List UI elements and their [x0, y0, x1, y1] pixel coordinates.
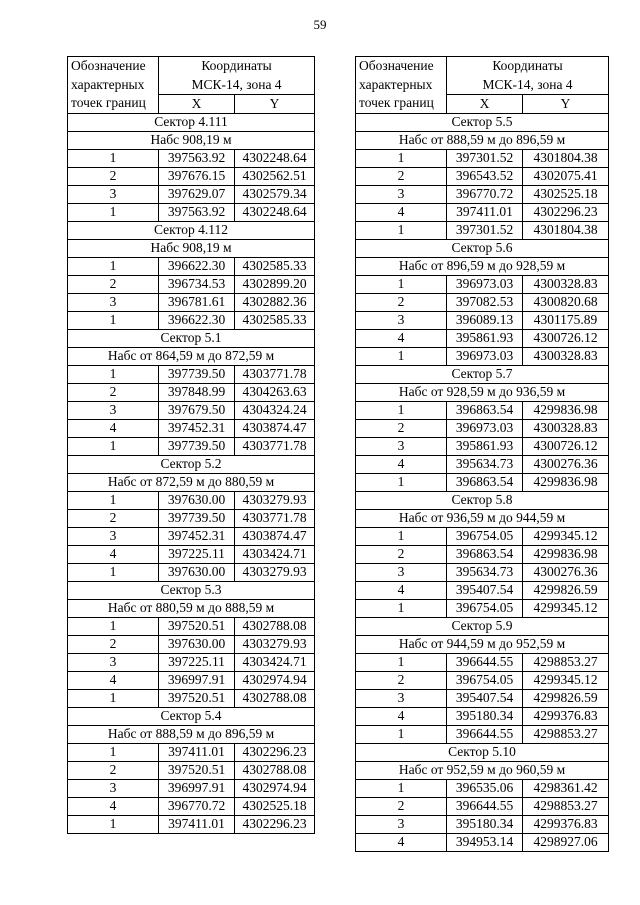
designation-line: точек границ — [71, 95, 146, 110]
table-row — [68, 275, 315, 293]
y-header: Y — [523, 95, 609, 113]
table-row — [68, 797, 315, 815]
table-row — [356, 581, 609, 599]
x-coordinate: 396973.03 — [447, 275, 523, 293]
y-coordinate: 4300820.68 — [523, 293, 609, 311]
y-coordinate: 4299345.12 — [523, 527, 609, 545]
table-row — [356, 311, 609, 329]
point-number: 3 — [356, 311, 447, 329]
x-coordinate: 397563.92 — [159, 149, 235, 167]
table-row — [68, 167, 315, 185]
sector-height: Набс от 880,59 м до 888,59 м — [68, 599, 315, 617]
point-number: 3 — [356, 815, 447, 833]
x-coordinate: 397452.31 — [159, 527, 235, 545]
y-coordinate: 4298927.06 — [523, 833, 609, 851]
table-row — [68, 509, 315, 527]
point-number: 3 — [68, 779, 159, 797]
y-coordinate: 4302899.20 — [235, 275, 315, 293]
coords-header — [159, 57, 315, 95]
x-header: X — [447, 95, 523, 113]
point-number: 3 — [68, 527, 159, 545]
x-coordinate: 396863.54 — [447, 545, 523, 563]
sector-title: Сектор 4.111 — [68, 113, 315, 131]
sector-title: Сектор 5.5 — [356, 113, 609, 131]
table-row — [68, 437, 315, 455]
y-coordinate: 4304324.24 — [235, 401, 315, 419]
table-row — [356, 599, 609, 617]
x-coordinate: 396863.54 — [447, 473, 523, 491]
sector-title: Сектор 5.4 — [68, 707, 315, 725]
designation-line: Обозначение — [71, 58, 146, 73]
table-row — [356, 779, 609, 797]
x-coordinate: 396644.55 — [447, 653, 523, 671]
x-coordinate: 397411.01 — [159, 743, 235, 761]
point-number: 2 — [68, 761, 159, 779]
table-body — [68, 113, 315, 833]
y-coordinate: 4304263.63 — [235, 383, 315, 401]
table-row — [356, 455, 609, 473]
coords-header — [447, 57, 609, 95]
coords-line: МСК-14, зона 4 — [191, 76, 282, 92]
x-coordinate: 396973.03 — [447, 347, 523, 365]
point-number: 1 — [356, 221, 447, 239]
point-number: 1 — [356, 347, 447, 365]
coords-line: Координаты — [201, 58, 272, 74]
x-coordinate: 395407.54 — [447, 581, 523, 599]
y-coordinate: 4298853.27 — [523, 653, 609, 671]
sector-title: Сектор 5.7 — [356, 365, 609, 383]
point-number: 4 — [356, 707, 447, 725]
table-row — [356, 797, 609, 815]
table-row — [356, 563, 609, 581]
sector-height: Набс от 872,59 м до 880,59 м — [68, 473, 315, 491]
y-coordinate: 4301175.89 — [523, 311, 609, 329]
x-coordinate: 397301.52 — [447, 221, 523, 239]
point-number: 1 — [356, 401, 447, 419]
table-row — [68, 311, 315, 329]
point-number: 1 — [356, 473, 447, 491]
coordinates-table-right — [355, 56, 609, 852]
point-number: 3 — [68, 293, 159, 311]
point-number: 1 — [356, 599, 447, 617]
point-number: 2 — [356, 545, 447, 563]
y-coordinate: 4299345.12 — [523, 599, 609, 617]
x-coordinate: 397679.50 — [159, 401, 235, 419]
y-coordinate: 4301804.38 — [523, 149, 609, 167]
y-coordinate: 4299836.98 — [523, 401, 609, 419]
y-coordinate: 4302296.23 — [235, 743, 315, 761]
point-number: 1 — [68, 257, 159, 275]
point-number: 3 — [356, 185, 447, 203]
table-row — [68, 293, 315, 311]
table-row — [68, 689, 315, 707]
designation-line: характерных — [359, 76, 433, 92]
x-coordinate: 396543.52 — [447, 167, 523, 185]
coordinates-table-left — [67, 56, 315, 834]
x-coordinate: 397082.53 — [447, 293, 523, 311]
table-row — [68, 815, 315, 833]
y-coordinate: 4299836.98 — [523, 473, 609, 491]
table-row — [68, 383, 315, 401]
sector-title: Сектор 5.10 — [356, 743, 609, 761]
table-row — [68, 203, 315, 221]
y-coordinate: 4298853.27 — [523, 797, 609, 815]
point-number: 1 — [68, 563, 159, 581]
x-coordinate: 396997.91 — [159, 671, 235, 689]
table-row — [68, 401, 315, 419]
table-row — [356, 293, 609, 311]
x-coordinate: 397629.07 — [159, 185, 235, 203]
x-coordinate: 395861.93 — [447, 437, 523, 455]
table-row — [356, 437, 609, 455]
y-coordinate: 4303771.78 — [235, 437, 315, 455]
y-coordinate: 4300276.36 — [523, 455, 609, 473]
sector-height: Набс от 952,59 м до 960,59 м — [356, 761, 609, 779]
y-coordinate: 4302788.08 — [235, 617, 315, 635]
table-row — [68, 491, 315, 509]
sector-height: Набс 908,19 м — [68, 239, 315, 257]
point-number: 2 — [68, 635, 159, 653]
sector-height: Набс от 896,59 м до 928,59 м — [356, 257, 609, 275]
y-coordinate: 4300328.83 — [523, 347, 609, 365]
x-coordinate: 396754.05 — [447, 599, 523, 617]
y-coordinate: 4299836.98 — [523, 545, 609, 563]
designation-header — [68, 57, 159, 114]
point-number: 1 — [356, 725, 447, 743]
table-row — [68, 563, 315, 581]
x-coordinate: 397630.00 — [159, 563, 235, 581]
point-number: 1 — [68, 365, 159, 383]
y-coordinate: 4303279.93 — [235, 491, 315, 509]
x-coordinate: 396770.72 — [159, 797, 235, 815]
table-row — [356, 221, 609, 239]
sector-title: Сектор 5.3 — [68, 581, 315, 599]
x-coordinate: 397739.50 — [159, 437, 235, 455]
point-number: 2 — [68, 167, 159, 185]
point-number: 1 — [356, 779, 447, 797]
x-coordinate: 396734.53 — [159, 275, 235, 293]
point-number: 4 — [356, 329, 447, 347]
point-number: 2 — [68, 383, 159, 401]
table-row — [356, 149, 609, 167]
point-number: 1 — [68, 815, 159, 833]
y-coordinate: 4303279.93 — [235, 635, 315, 653]
x-coordinate: 396535.06 — [447, 779, 523, 797]
x-coordinate: 397225.11 — [159, 545, 235, 563]
page-number: 59 — [313, 17, 327, 32]
x-coordinate: 395861.93 — [447, 329, 523, 347]
y-coordinate: 4300276.36 — [523, 563, 609, 581]
table-row — [68, 761, 315, 779]
x-coordinate: 397739.50 — [159, 365, 235, 383]
x-coordinate: 396863.54 — [447, 401, 523, 419]
point-number: 4 — [356, 455, 447, 473]
x-coordinate: 395180.34 — [447, 815, 523, 833]
y-coordinate: 4302525.18 — [235, 797, 315, 815]
x-coordinate: 397739.50 — [159, 509, 235, 527]
table-row — [356, 203, 609, 221]
y-coordinate: 4299345.12 — [523, 671, 609, 689]
table-body — [356, 113, 609, 851]
x-coordinate: 397225.11 — [159, 653, 235, 671]
point-number: 3 — [356, 437, 447, 455]
y-coordinate: 4302248.64 — [235, 149, 315, 167]
x-coordinate: 396997.91 — [159, 779, 235, 797]
x-coordinate: 397411.01 — [159, 815, 235, 833]
y-coordinate: 4302579.34 — [235, 185, 315, 203]
x-coordinate: 396754.05 — [447, 671, 523, 689]
point-number: 4 — [68, 797, 159, 815]
table-row — [356, 653, 609, 671]
table-row — [68, 257, 315, 275]
point-number: 1 — [356, 527, 447, 545]
sector-title: Сектор 5.2 — [68, 455, 315, 473]
sector-height: Набс 908,19 м — [68, 131, 315, 149]
y-coordinate: 4303874.47 — [235, 419, 315, 437]
point-number: 2 — [356, 797, 447, 815]
x-coordinate: 395634.73 — [447, 455, 523, 473]
sector-height: Набс от 888,59 м до 896,59 м — [68, 725, 315, 743]
table-row — [68, 653, 315, 671]
x-coordinate: 396644.55 — [447, 797, 523, 815]
x-coordinate: 396644.55 — [447, 725, 523, 743]
point-number: 1 — [68, 743, 159, 761]
point-number: 1 — [356, 149, 447, 167]
x-coordinate: 394953.14 — [447, 833, 523, 851]
point-number: 1 — [68, 689, 159, 707]
y-header: Y — [235, 95, 315, 113]
point-number: 4 — [356, 203, 447, 221]
x-coordinate: 397301.52 — [447, 149, 523, 167]
x-coordinate: 397676.15 — [159, 167, 235, 185]
y-coordinate: 4302296.23 — [523, 203, 609, 221]
y-coordinate: 4299826.59 — [523, 581, 609, 599]
y-coordinate: 4302562.51 — [235, 167, 315, 185]
point-number: 2 — [68, 275, 159, 293]
y-coordinate: 4299376.83 — [523, 707, 609, 725]
x-coordinate: 395180.34 — [447, 707, 523, 725]
point-number: 3 — [356, 563, 447, 581]
designation-line: Обозначение — [359, 58, 434, 73]
x-coordinate: 396781.61 — [159, 293, 235, 311]
x-coordinate: 397520.51 — [159, 617, 235, 635]
sector-title: Сектор 4.112 — [68, 221, 315, 239]
point-number: 3 — [68, 401, 159, 419]
x-coordinate: 397630.00 — [159, 491, 235, 509]
table-row — [356, 419, 609, 437]
point-number: 1 — [68, 149, 159, 167]
table-row — [356, 689, 609, 707]
table-row — [356, 527, 609, 545]
point-number: 1 — [68, 617, 159, 635]
y-coordinate: 4303279.93 — [235, 563, 315, 581]
table-row — [68, 635, 315, 653]
y-coordinate: 4303874.47 — [235, 527, 315, 545]
x-coordinate: 395407.54 — [447, 689, 523, 707]
y-coordinate: 4302974.94 — [235, 671, 315, 689]
y-coordinate: 4302525.18 — [523, 185, 609, 203]
point-number: 2 — [68, 509, 159, 527]
sector-title: Сектор 5.8 — [356, 491, 609, 509]
table-row — [68, 185, 315, 203]
table-row — [356, 473, 609, 491]
y-coordinate: 4302974.94 — [235, 779, 315, 797]
y-coordinate: 4302585.33 — [235, 257, 315, 275]
y-coordinate: 4299376.83 — [523, 815, 609, 833]
point-number: 4 — [68, 545, 159, 563]
table-row — [356, 833, 609, 851]
y-coordinate: 4300328.83 — [523, 419, 609, 437]
designation-line: характерных — [71, 76, 145, 92]
table-row — [356, 347, 609, 365]
sector-height: Набс от 936,59 м до 944,59 м — [356, 509, 609, 527]
x-coordinate: 395634.73 — [447, 563, 523, 581]
table-row — [356, 401, 609, 419]
x-coordinate: 397452.31 — [159, 419, 235, 437]
table-row — [356, 275, 609, 293]
x-coordinate: 396973.03 — [447, 419, 523, 437]
table-row — [356, 185, 609, 203]
coords-line: МСК-14, зона 4 — [482, 76, 573, 92]
table-header — [68, 57, 315, 114]
y-coordinate: 4302248.64 — [235, 203, 315, 221]
sector-height: Набс от 864,59 м до 872,59 м — [68, 347, 315, 365]
y-coordinate: 4302296.23 — [235, 815, 315, 833]
point-number: 2 — [356, 293, 447, 311]
y-coordinate: 4302882.36 — [235, 293, 315, 311]
table-row — [68, 365, 315, 383]
point-number: 1 — [68, 491, 159, 509]
table-row — [356, 671, 609, 689]
y-coordinate: 4303771.78 — [235, 509, 315, 527]
table-row — [356, 725, 609, 743]
x-coordinate: 396754.05 — [447, 527, 523, 545]
x-coordinate: 397520.51 — [159, 689, 235, 707]
table-row — [68, 743, 315, 761]
sector-title: Сектор 5.9 — [356, 617, 609, 635]
point-number: 3 — [68, 185, 159, 203]
y-coordinate: 4299826.59 — [523, 689, 609, 707]
y-coordinate: 4302075.41 — [523, 167, 609, 185]
y-coordinate: 4300726.12 — [523, 437, 609, 455]
point-number: 1 — [68, 437, 159, 455]
table-row — [68, 527, 315, 545]
table-row — [68, 545, 315, 563]
x-coordinate: 397411.01 — [447, 203, 523, 221]
x-coordinate: 397563.92 — [159, 203, 235, 221]
point-number: 1 — [356, 275, 447, 293]
y-coordinate: 4303424.71 — [235, 545, 315, 563]
x-coordinate: 397630.00 — [159, 635, 235, 653]
y-coordinate: 4303424.71 — [235, 653, 315, 671]
designation-line: точек границ — [359, 95, 434, 110]
point-number: 1 — [356, 653, 447, 671]
y-coordinate: 4301804.38 — [523, 221, 609, 239]
x-coordinate: 397848.99 — [159, 383, 235, 401]
x-coordinate: 396770.72 — [447, 185, 523, 203]
point-number: 2 — [356, 419, 447, 437]
coords-line: Координаты — [492, 58, 563, 74]
y-coordinate: 4303771.78 — [235, 365, 315, 383]
y-coordinate: 4302585.33 — [235, 311, 315, 329]
table-header — [356, 57, 609, 114]
sector-height: Набс от 944,59 м до 952,59 м — [356, 635, 609, 653]
point-number: 1 — [68, 311, 159, 329]
table-row — [68, 779, 315, 797]
x-coordinate: 396622.30 — [159, 311, 235, 329]
table-row — [68, 419, 315, 437]
table-row — [68, 149, 315, 167]
table-row — [356, 167, 609, 185]
y-coordinate: 4298361.42 — [523, 779, 609, 797]
point-number: 1 — [68, 203, 159, 221]
table-row — [356, 329, 609, 347]
sector-title: Сектор 5.6 — [356, 239, 609, 257]
table-row — [68, 671, 315, 689]
table-row — [68, 617, 315, 635]
point-number: 4 — [68, 419, 159, 437]
sector-title: Сектор 5.1 — [68, 329, 315, 347]
table-row — [356, 707, 609, 725]
x-coordinate: 397520.51 — [159, 761, 235, 779]
x-header: X — [159, 95, 235, 113]
point-number: 3 — [68, 653, 159, 671]
point-number: 2 — [356, 671, 447, 689]
designation-header — [356, 57, 447, 114]
point-number: 4 — [68, 671, 159, 689]
point-number: 4 — [356, 833, 447, 851]
y-coordinate: 4302788.08 — [235, 689, 315, 707]
x-coordinate: 396089.13 — [447, 311, 523, 329]
y-coordinate: 4298853.27 — [523, 725, 609, 743]
point-number: 3 — [356, 689, 447, 707]
y-coordinate: 4300328.83 — [523, 275, 609, 293]
point-number: 2 — [356, 167, 447, 185]
sector-height: Набс от 888,59 м до 896,59 м — [356, 131, 609, 149]
table-row — [356, 545, 609, 563]
x-coordinate: 396622.30 — [159, 257, 235, 275]
y-coordinate: 4300726.12 — [523, 329, 609, 347]
y-coordinate: 4302788.08 — [235, 761, 315, 779]
point-number: 4 — [356, 581, 447, 599]
table-row — [356, 815, 609, 833]
sector-height: Набс от 928,59 м до 936,59 м — [356, 383, 609, 401]
